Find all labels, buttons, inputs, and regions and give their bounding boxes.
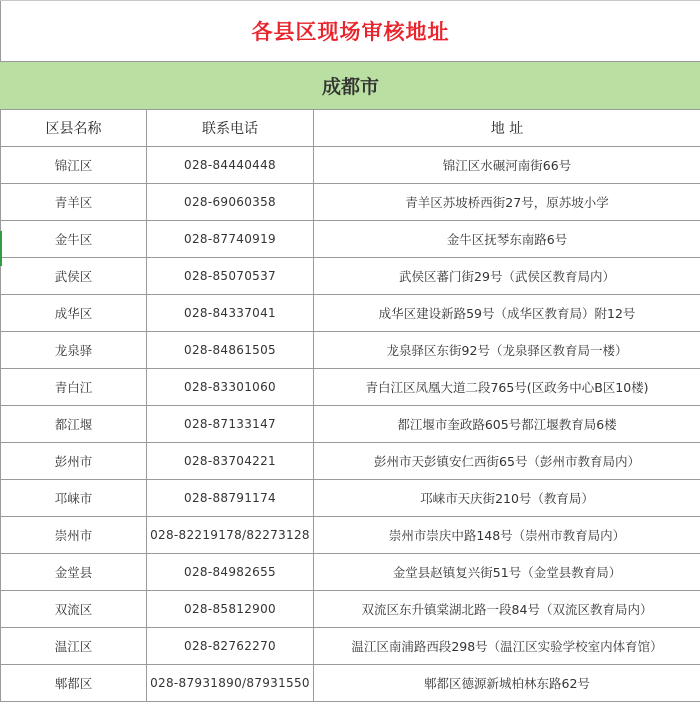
address-cell: 锦江区水碾河南街66号 (314, 147, 700, 184)
phone-cell: 028-83301060 (147, 369, 314, 406)
table-row (1, 295, 700, 332)
column-header-phone: 联系电话 (147, 110, 314, 147)
column-header-address: 地 址 (314, 110, 700, 147)
table-row (1, 221, 700, 258)
address-cell: 彭州市天彭镇安仁西街65号（彭州市教育局内） (314, 443, 700, 480)
table-row (1, 369, 700, 406)
phone-cell: 028-85812900 (147, 591, 314, 628)
address-cell: 武侯区蕃门街29号（武侯区教育局内） (314, 258, 700, 295)
district-cell: 温江区 (1, 628, 147, 665)
phone-cell: 028-84337041 (147, 295, 314, 332)
table-row (1, 517, 700, 554)
district-cell: 双流区 (1, 591, 147, 628)
district-cell: 都江堰 (1, 406, 147, 443)
district-cell: 金牛区 (1, 221, 147, 258)
district-cell: 邛崃市 (1, 480, 147, 517)
district-cell: 郫都区 (1, 665, 147, 702)
phone-cell: 028-85070537 (147, 258, 314, 295)
title-row (1, 1, 700, 62)
district-cell: 崇州市 (1, 517, 147, 554)
table-row (1, 332, 700, 369)
phone-cell: 028-82219178/82273128 (147, 517, 314, 554)
table-row (1, 443, 700, 480)
district-cell: 彭州市 (1, 443, 147, 480)
table-title: 各县区现场审核地址 (1, 1, 700, 62)
phone-cell: 028-84440448 (147, 147, 314, 184)
address-cell: 都江堰市奎政路605号都江堰教育局6楼 (314, 406, 700, 443)
address-cell: 青白江区凤凰大道二段765号(区政务中心B区10楼) (314, 369, 700, 406)
phone-cell: 028-87740919 (147, 221, 314, 258)
address-cell: 郫都区德源新城柏林东路62号 (314, 665, 700, 702)
phone-cell: 028-84982655 (147, 554, 314, 591)
table-row (1, 184, 700, 221)
phone-cell: 028-84861505 (147, 332, 314, 369)
city-header: 成都市 (1, 62, 700, 110)
district-cell: 金堂县 (1, 554, 147, 591)
table-row (1, 628, 700, 665)
phone-cell: 028-69060358 (147, 184, 314, 221)
address-cell: 温江区南浦路西段298号（温江区实验学校室内体育馆） (314, 628, 700, 665)
district-cell: 龙泉驿 (1, 332, 147, 369)
table-row (1, 258, 700, 295)
table-row (1, 591, 700, 628)
address-cell: 金牛区抚琴东南路6号 (314, 221, 700, 258)
phone-cell: 028-83704221 (147, 443, 314, 480)
table-row (1, 480, 700, 517)
district-cell: 成华区 (1, 295, 147, 332)
table-row (1, 147, 700, 184)
address-cell: 成华区建设新路59号（成华区教育局）附12号 (314, 295, 700, 332)
address-cell: 金堂县赵镇复兴街51号（金堂县教育局） (314, 554, 700, 591)
city-row (1, 62, 700, 110)
district-cell: 青白江 (1, 369, 147, 406)
address-cell: 龙泉驿区东街92号（龙泉驿区教育局一楼） (314, 332, 700, 369)
phone-cell: 028-87931890/87931550 (147, 665, 314, 702)
address-cell: 邛崃市天庆街210号（教育局） (314, 480, 700, 517)
table-row (1, 406, 700, 443)
address-cell: 崇州市崇庆中路148号（崇州市教育局内） (314, 517, 700, 554)
selection-marker (0, 231, 2, 266)
address-cell: 青羊区苏坡桥西街27号，原苏坡小学 (314, 184, 700, 221)
table-row (1, 554, 700, 591)
table-row (1, 665, 700, 702)
address-cell: 双流区东升镇棠湖北路一段84号（双流区教育局内） (314, 591, 700, 628)
column-header-district: 区县名称 (1, 110, 147, 147)
phone-cell: 028-87133147 (147, 406, 314, 443)
phone-cell: 028-82762270 (147, 628, 314, 665)
district-cell: 锦江区 (1, 147, 147, 184)
phone-cell: 028-88791174 (147, 480, 314, 517)
district-cell: 武侯区 (1, 258, 147, 295)
column-header-row (1, 110, 700, 147)
district-cell: 青羊区 (1, 184, 147, 221)
